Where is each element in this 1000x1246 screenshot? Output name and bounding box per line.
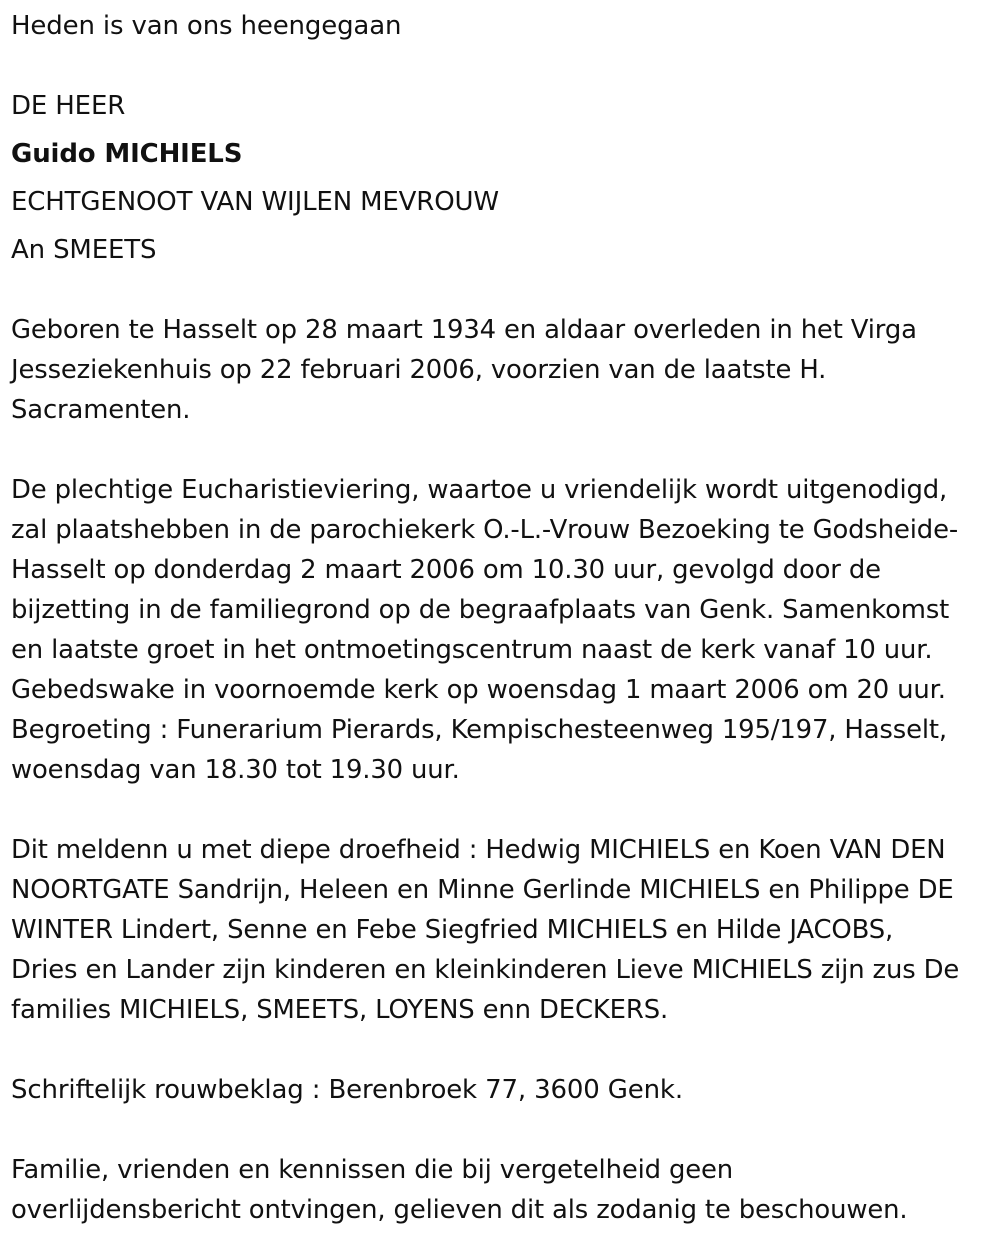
intro-text: Heden is van ons heengegaan xyxy=(11,11,402,41)
paragraph-line: woensdag van 18.30 tot 19.30 uur. xyxy=(11,755,460,785)
paragraph-line: Hasselt op donderdag 2 maart 2006 om 10.30 uur, gevolgd door de xyxy=(11,555,881,585)
paragraph-line: Familie, vrienden en kennissen die bij vergetelheid geen xyxy=(11,1155,734,1185)
paragraph-line: zal plaatshebben in de parochiekerk O.-L.-Vrouw Bezoeking te Godsheide- xyxy=(11,515,959,545)
paragraph-line: bijzetting in de familiegrond op de begraafplaats van Genk. Samenkomst xyxy=(11,595,950,625)
paragraph-line: en laatste groet in het ontmoetingscentrum naast de kerk vanaf 10 uur. xyxy=(11,635,933,665)
deceased-name: Guido MICHIELS xyxy=(11,139,243,169)
family-paragraph xyxy=(11,830,1000,1030)
closing-paragraph xyxy=(11,1150,1000,1230)
paragraph-line: overlijdensbericht ontvingen, gelieven dit als zodanig te beschouwen. xyxy=(11,1195,908,1225)
paragraph-line: Begroeting : Funerarium Pierards, Kempischesteenweg 195/197, Hasselt, xyxy=(11,715,947,745)
paragraph-line: families MICHIELS, SMEETS, LOYENS enn DECKERS. xyxy=(11,995,669,1025)
relation-text: ECHTGENOOT VAN WIJLEN MEVROUW xyxy=(11,187,499,217)
paragraph-line: NOORTGATE Sandrijn, Heleen en Minne Gerlinde MICHIELS en Philippe DE xyxy=(11,875,954,905)
title-prefix: DE HEER xyxy=(11,91,126,121)
ceremony-paragraph xyxy=(11,470,1000,790)
paragraph-line: WINTER Lindert, Senne en Febe Siegfried MICHIELS en Hilde JACOBS, xyxy=(11,915,894,945)
birth-death-paragraph xyxy=(11,310,1000,430)
paragraph-line: Dit meldenn u met diepe droefheid : Hedwig MICHIELS en Koen VAN DEN xyxy=(11,835,946,865)
spouse-name: An SMEETS xyxy=(11,235,157,265)
paragraph-line: Gebedswake in voornoemde kerk op woensdag 1 maart 2006 om 20 uur. xyxy=(11,675,946,705)
paragraph-line: Jesseziekenhuis op 22 februari 2006, voorzien van de laatste H. xyxy=(11,355,827,385)
paragraph-line: Dries en Lander zijn kinderen en kleinkinderen Lieve MICHIELS zijn zus De xyxy=(11,955,960,985)
condolence-address: Schriftelijk rouwbeklag : Berenbroek 77, 3600 Genk. xyxy=(11,1075,683,1105)
paragraph-line: De plechtige Eucharistieviering, waartoe u vriendelijk wordt uitgenodigd, xyxy=(11,475,948,505)
paragraph-line: Geboren te Hasselt op 28 maart 1934 en aldaar overleden in het Virga xyxy=(11,315,917,345)
paragraph-line: Sacramenten. xyxy=(11,395,191,425)
